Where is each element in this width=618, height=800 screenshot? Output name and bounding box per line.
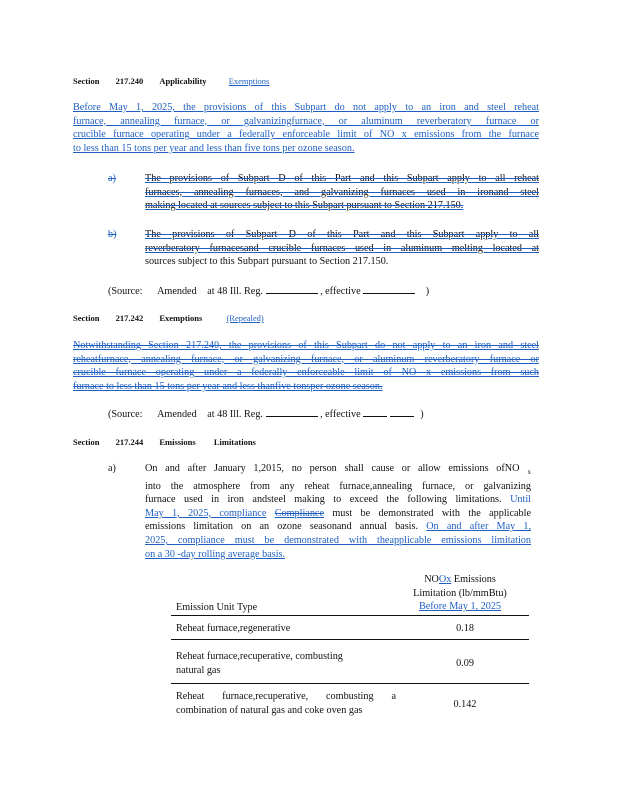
- item-line: The provisions of Subpart D of this Part and this Subpart apply to all: [145, 229, 539, 240]
- table-rule: [171, 639, 529, 640]
- item-line: furnaces, annealing furnaces, and galvanizing furnaces used in ironand steel: [145, 186, 539, 198]
- section-title: Exemptions: [159, 313, 203, 323]
- table-col-header-unit: Emission Unit Type: [176, 602, 258, 613]
- sec240-item-b: [145, 228, 539, 269]
- table-cell-value: 0.09: [456, 658, 474, 669]
- repealed-line: Notwithstanding Section 217.240, the provisions of this Subpart do not apply to an iron and steel: [73, 340, 539, 351]
- intro-line: furnace, annealing furnace, or galvanizingfurnace, or aluminum reverberatory furnace or: [73, 115, 539, 127]
- sec244-item-a: [145, 462, 531, 561]
- sec242-paragraph: [73, 339, 539, 393]
- item-line: On and after January 1,2015, no person shall cause or allow emissions ofNO $_x$: [145, 463, 531, 477]
- intro-line: Before May 1, 2025, the provisions of this Subpart do not apply to an iron and steel reheat: [73, 102, 539, 113]
- item-line: 2025, compliance must be demonstrated with theapplicable emissions limitation: [145, 535, 531, 546]
- section-heading-217-240: [73, 76, 293, 86]
- section-title-2: Limitations: [213, 437, 256, 447]
- repealed-line: furnace to less than 15 tons per year and less thanfive tonsper ozone season.: [73, 380, 383, 392]
- blank-line: [363, 407, 387, 417]
- intro-line: crucible furnace operating under a federally enforceable limit of NO x emissions from the furnace: [73, 129, 539, 141]
- table-row: Reheat furnace,recuperative, combusting natural gas: [176, 651, 343, 676]
- intro-line: to less than 15 tons per year and less than five tons per ozone season.: [73, 142, 355, 154]
- section-heading-217-244: [73, 437, 256, 447]
- repealed-line: crucible furnace operating under a federally enforceable limit of NO x emissions from such: [73, 367, 539, 379]
- section-number: 217.240: [115, 76, 144, 86]
- item-line: May 1, 2025, compliance Compliance must be demonstrated with the applicable: [145, 507, 532, 519]
- blank-line: [390, 407, 414, 417]
- table-cell-value: 0.142: [453, 699, 477, 710]
- blank-line: [363, 284, 415, 294]
- table-col-header-nox: NOOx Emissions Limitation (lb/mmBtu) Before May 1, 2025: [413, 574, 507, 613]
- section-label: Section: [73, 313, 100, 323]
- sec240-source-note: (Source: Amended at 48 Ill. Reg. , effective ): [108, 286, 430, 297]
- section-heading-217-242: [73, 313, 270, 323]
- sec244-item-a-marker: a): [108, 463, 116, 474]
- repealed-line: reheatfurnace, annealing furnace, or galvanizing furnace, or aluminum reverberatory furnace or: [73, 353, 539, 365]
- table-rule: [171, 615, 529, 616]
- section-label: Section: [73, 437, 100, 447]
- sec240-intro-paragraph: [73, 101, 539, 155]
- section-title-insert: Exemptions: [228, 76, 270, 86]
- table-cell-value: 0.18: [456, 623, 474, 634]
- item-line: sources subject to this Subpart pursuant to Section 217.150.: [145, 256, 389, 268]
- item-line: furnace used in iron andsteel making to exceed the following limitations. Until: [145, 494, 532, 506]
- item-line: The provisions of Subpart D of this Part and this Subpart apply to all reheat: [145, 173, 539, 184]
- blank-line: [266, 407, 318, 417]
- blank-line: [266, 284, 318, 294]
- table-row: Reheat furnace,recuperative, combusting a combination of natural gas and coke oven gas: [176, 691, 396, 716]
- item-line: reverberatory furnacesand crucible furnaces used in aluminum melting located at: [145, 242, 539, 254]
- section-title: Emissions: [159, 437, 196, 447]
- sec240-item-b-marker: b): [108, 229, 117, 240]
- section-number: 217.242: [115, 313, 144, 323]
- sec240-item-a-marker: a): [108, 173, 116, 184]
- section-title: Applicability: [159, 76, 207, 86]
- item-line: on a 30 -day rolling average basis.: [145, 548, 286, 560]
- item-line: making located at sources subject to this Subpart pursuant to Section 217.150.: [145, 200, 464, 212]
- table-rule: [171, 683, 529, 684]
- sec242-source-note: (Source: Amended at 48 Ill. Reg. , effective ): [108, 409, 424, 420]
- item-line: emissions limitation on an ozone seasonand annual basis. On and after May 1,: [145, 521, 531, 533]
- table-row: Reheat furnace,regenerative: [176, 623, 291, 634]
- section-label: Section: [73, 76, 100, 86]
- repealed-tag: (Repealed): [226, 313, 264, 323]
- sec240-item-a: [145, 172, 539, 213]
- item-line: into the atmosphere from any reheat furnace,annealing furnace, or galvanizing: [145, 480, 531, 492]
- section-number: 217.244: [115, 437, 144, 447]
